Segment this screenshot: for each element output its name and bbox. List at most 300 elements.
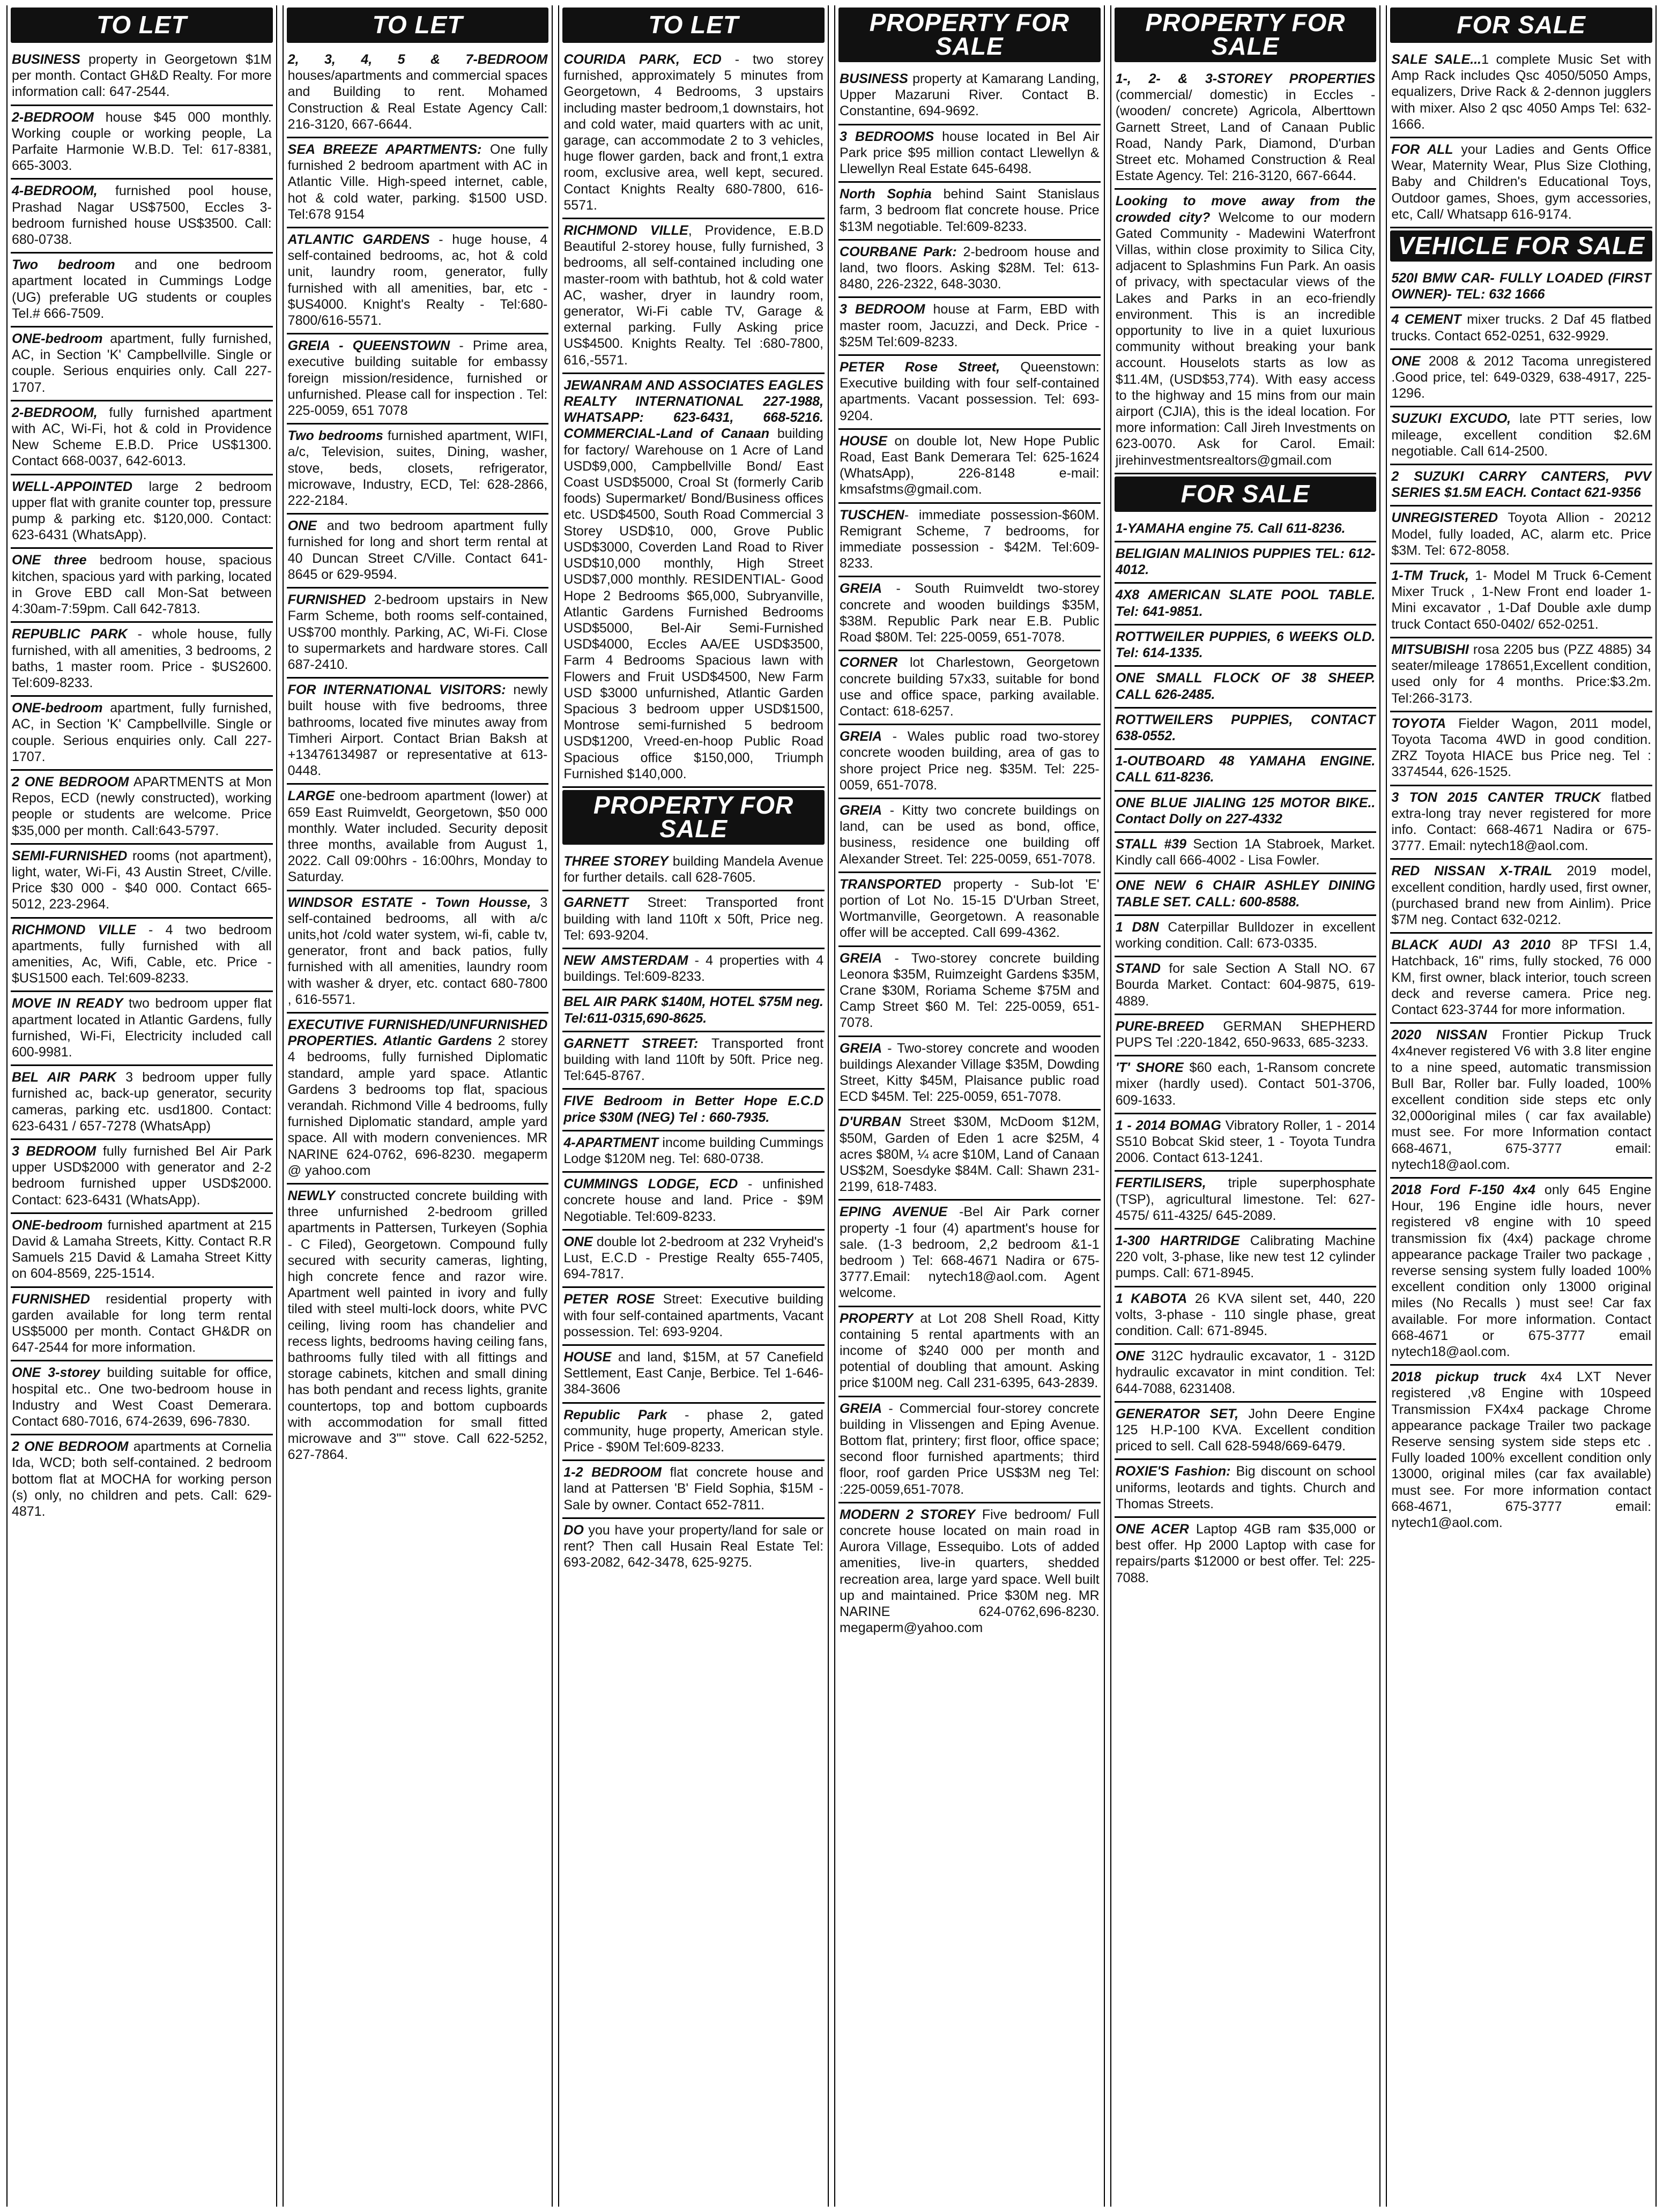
section-header: PROPERTY FOR SALE bbox=[562, 790, 825, 845]
classified-ad bbox=[1115, 625, 1377, 667]
column-1 bbox=[6, 5, 277, 2207]
ad-lead: TUSCHEN bbox=[840, 507, 904, 523]
classified-ad bbox=[287, 891, 549, 1014]
ad-lead: 2 SUZUKI CARRY CANTERS, PVV SERIES $1.5M EACH. Contact 621-9356 bbox=[1391, 469, 1652, 501]
classified-ad bbox=[1115, 957, 1377, 1015]
classified-ad bbox=[11, 549, 273, 623]
classified-ad bbox=[838, 298, 1101, 356]
classified-ad bbox=[1115, 584, 1377, 625]
classified-ad bbox=[562, 850, 825, 891]
ad-lead: Two bedroom bbox=[12, 257, 115, 273]
ad-lead: Looking to move away from the crowded city? bbox=[1115, 193, 1376, 225]
classified-ad bbox=[1390, 860, 1652, 934]
classified-ad bbox=[1390, 350, 1652, 408]
ad-text: $60 each, 1-Ransom concrete mixer (hardly used). Contact 501-3706, 609-1633. bbox=[1115, 1060, 1376, 1108]
ad-lead: 2-BEDROOM, bbox=[12, 405, 98, 420]
classified-ad bbox=[838, 430, 1101, 504]
classified-ad bbox=[287, 785, 549, 891]
ad-lead: GREIA bbox=[840, 950, 882, 966]
column-4 bbox=[834, 5, 1105, 2207]
ad-text: , Providence, E.B.D Beautiful 2-storey house, fully furnished, 3 bedrooms, all self-contained including one master-room with bathtub, hot & cold water AC, washer, dryer in laundry room, generator, Wi-Fi cable TV, Garage & external parking. Fully Asking price US$4500. Knights Realty. Tel :680-7800, 616,-5571. bbox=[563, 223, 824, 368]
classified-ad bbox=[562, 1090, 825, 1131]
ad-text: GERMAN SHEPHERD PUPS Tel :220-1842, 650-9633, 685-3233. bbox=[1115, 1018, 1376, 1050]
ad-text: Five bedroom/ Full concrete house located on main road in Aurora Village, Essequibo. Lots of added amenities, live-in quarters, shedded recreation area, large yard space. Well built up and maintained. Price $30M neg. MR NARINE 624-0762,696-8230. megaperm@yahoo.com bbox=[840, 1507, 1100, 1636]
ad-lead: North Sophia bbox=[840, 187, 932, 202]
ad-lead: ONE three bbox=[12, 553, 87, 568]
ad-text: house located in Bel Air Park price $95 million contact Llewellyn & Llewellyn Real Estate 645-6498. bbox=[840, 129, 1100, 177]
ad-text: house $45 000 monthly. Working couple or working people, La Parfaite Harmonie W.B.D. Tel: 617-8381, 665-3003. bbox=[12, 109, 272, 174]
ad-lead: BELIGIAN MALINIOS PUPPIES TEL: 612-4012. bbox=[1115, 546, 1376, 578]
ad-lead: 4-BEDROOM, bbox=[12, 183, 98, 199]
classified-ad bbox=[11, 771, 273, 845]
ad-lead: 2018 Ford F-150 4x4 bbox=[1391, 1182, 1536, 1197]
ad-lead: EXECUTIVE FURNISHED/UNFURNISHED PROPERTIES. Atlantic Gardens bbox=[287, 1017, 548, 1049]
ad-text: 1 complete Music Set with Amp Rack includes Qsc 4050/5050 Amps, equalizers, Drive Rack & 2-dennon jugglers with mixer. Also 2 qsc 4050 Amps Tel: 632-1666. bbox=[1391, 52, 1652, 132]
ad-lead: 2018 pickup truck bbox=[1391, 1369, 1526, 1385]
ad-lead: BUSINESS bbox=[12, 52, 80, 67]
classified-ad bbox=[1390, 48, 1652, 138]
ad-lead: WELL-APPOINTED bbox=[12, 479, 132, 494]
classified-ad bbox=[11, 401, 273, 475]
ad-lead: ONE ACER bbox=[1115, 1522, 1189, 1537]
ad-lead: 1-300 HARTRIDGE bbox=[1115, 1233, 1240, 1248]
ad-text: property in Georgetown $1M per month. Contact GH&D Realty. For more information call: 647-2544. bbox=[12, 52, 272, 100]
ad-text: 2019 model, excellent condition, hardly used, first owner, (purchased brand new from Ainlim). Price $7M neg. Contact 632-0212. bbox=[1391, 863, 1652, 927]
ad-text: (commercial/ domestic) in Eccles - (wooden/ concrete) Agricola, Alberttown Garnett Street, Land of Canaan Public Road, Nandy Park, Diamond, D'urban Street etc. Mohamed Construction & Real Estate Agency. Tel: 216-3120, 667-6644. bbox=[1115, 87, 1376, 184]
ad-lead: 4 CEMENT bbox=[1391, 312, 1461, 327]
section-header: FOR SALE bbox=[1390, 8, 1652, 43]
section-header: PROPERTY FOR SALE bbox=[838, 8, 1101, 62]
classified-ad bbox=[1115, 1345, 1377, 1403]
ad-lead: ONE bbox=[287, 518, 317, 534]
ad-text: - phase 2, gated community, huge property, American style. Price - $90M Tel:609-8233. bbox=[563, 1407, 824, 1455]
ad-text: triple superphosphate (TSP), agricultural limestone. Tel: 627-4575/ 611-4325/ 645-2089. bbox=[1115, 1175, 1376, 1223]
ad-lead: GARNETT bbox=[563, 895, 629, 911]
classified-ad bbox=[1390, 564, 1652, 638]
ad-text: Big discount on school uniforms, leotards and tights. Church and Thomas Streets. bbox=[1115, 1464, 1376, 1511]
classified-ad bbox=[562, 374, 825, 788]
ad-text: on double lot, New Hope Public Road, East Bank Demerara Tel: 625-1624 (WhatsApp), 226-8148 e-mail: kmsafstms@gmail.com. bbox=[840, 433, 1100, 497]
ad-text: and two bedroom apartment fully furnished for long and short term rental at 40 Duncan Street C/Ville. Contact 641-8645 or 629-9594. bbox=[287, 518, 548, 582]
classified-ad bbox=[1390, 507, 1652, 564]
ad-lead: SUZUKI EXCUDO, bbox=[1391, 411, 1511, 427]
ad-text: Toyota Allion - 20212 Model, fully loaded, AC, alarm etc. Price $3M. Tel: 672-8058. bbox=[1391, 510, 1652, 558]
ad-text: 2-bedroom house and land, two floors. Asking $28M. Tel: 613-8480, 226-2322, 648-3030. bbox=[840, 244, 1100, 292]
ad-lead: 1 D8N bbox=[1115, 919, 1159, 935]
ad-lead: FURNISHED bbox=[12, 1291, 90, 1307]
ad-lead: 1-, 2- & 3-STOREY PROPERTIES bbox=[1115, 71, 1376, 86]
classified-ad bbox=[562, 1288, 825, 1346]
ad-lead: GREIA - QUEENSTOWN bbox=[287, 338, 450, 354]
classified-ad bbox=[1115, 1056, 1377, 1114]
section-header: PROPERTY FOR SALE bbox=[1115, 8, 1377, 62]
ad-text: house at Farm, EBD with master room, Jacuzzi, and Deck. Price - $25M Tel:609-8233. bbox=[840, 302, 1100, 349]
ad-lead: 1 KABOTA bbox=[1115, 1291, 1187, 1306]
classified-ad bbox=[838, 125, 1101, 183]
ad-lead: LARGE bbox=[287, 788, 335, 804]
ad-lead: ONE bbox=[1115, 1349, 1145, 1364]
ad-text: apartments at Cornelia Ida, WCD; both self-contained. 2 bedroom bottom flat at MOCHA for working person (s) only, no children and pets. Call: 629-4871. bbox=[12, 1439, 272, 1520]
ad-text: at Lot 208 Shell Road, Kitty containing 5 rental apartments with an income of $240 000 per month and potential of doubling that amount. Asking price $100M neg. Call 231-6395, 643-2839. bbox=[840, 1310, 1100, 1391]
classified-ad bbox=[838, 873, 1101, 947]
classified-ad bbox=[562, 1346, 825, 1404]
ad-lead: REPUBLIC PARK bbox=[12, 627, 128, 642]
ad-lead: ONE bbox=[1391, 353, 1421, 369]
ad-lead: PETER Rose Street, bbox=[840, 360, 1000, 375]
ad-text: Street $30M, McDoom $12M, $50M, Garden of Eden 1 acre $25M, 4 acres $80M, ¼ acre $10M, Land of Canaan US$2M, Soesdyke $84M. Call: Shawn 231-2199, 618-7483. bbox=[840, 1114, 1100, 1195]
ad-lead: GREIA bbox=[840, 729, 882, 744]
classified-ad bbox=[1115, 1172, 1377, 1230]
ad-lead: ONE 3-storey bbox=[12, 1365, 100, 1381]
ad-text: 8P TFSI 1.4, Hatchback, 16" rims, fully stocked, 76 000 KM, first owner, black interior, touch screen deck and reverse camera. Price neg. Contact 623-3744 for more information. bbox=[1391, 937, 1652, 1017]
ad-lead: GENERATOR SET, bbox=[1115, 1406, 1239, 1421]
classified-ad bbox=[838, 504, 1101, 578]
classified-ad bbox=[838, 1037, 1101, 1111]
ad-lead: BEL AIR PARK bbox=[12, 1070, 116, 1085]
ad-text: Transported front building with land 110ft by 50ft. Price neg. Tel:645-8767. bbox=[563, 1036, 824, 1084]
ad-text: 312C hydraulic excavator, 1 - 312D hydraulic excavator in mint condition. Tel: 644-7088, 6231408. bbox=[1115, 1349, 1376, 1396]
classified-ad bbox=[562, 219, 825, 374]
classified-ad bbox=[1115, 916, 1377, 957]
ad-lead: TRANSPORTED bbox=[840, 876, 941, 892]
ad-text: your Ladies and Gents Office Wear, Maternity Wear, Plus Size Clothing, Baby and Children's Educational Toys, Outdoor games, Shoes, gym accessories, etc, Call/ Whatsapp 616-9174. bbox=[1391, 142, 1652, 222]
ad-lead: BEL AIR PARK $140M, HOTEL $75M neg. Tel:611-0315,690-8625. bbox=[563, 994, 824, 1026]
ad-text: Welcome to our modern Gated Community - Madewini Waterfront Villas, within close proximity to Silica City, adjacent to Splashmins Fun Park. An oasis of privacy, with spectacular views of the Lakes and Parks in an eco-friendly environment. This is an incredible opportunity to live in a quiet luxurious community without breaking your bank account. Houselots starts as low as $11.4M, (USD$53,774). With easy access to the highway and 15 mins from our main airport (CJIA), this is the ideal location. For more information: Call Jireh Investments on 623-0070. Ask for Carol. Email: jirehinvestmentsrealtors@gmail.com bbox=[1115, 210, 1376, 468]
classified-ad bbox=[838, 68, 1101, 125]
classified-ad bbox=[1115, 1015, 1377, 1056]
classified-ad bbox=[1390, 638, 1652, 712]
ad-lead: NEW AMSTERDAM bbox=[563, 952, 688, 968]
classified-ad bbox=[562, 949, 825, 990]
classified-ad bbox=[287, 515, 549, 589]
ad-text: 4x4 LXT Never registered ,v8 Engine with 10speed Transmission FX4x4 package Chrome appearance package Trailer two package Reserve sensing system side steps etc . Fully loaded 100% excellent condition only 13000, original miles (car fax available) must see. For more information contact 668-4671, 675-3777 email: nytech1@aol.com. bbox=[1391, 1369, 1652, 1531]
ad-text: 3 bedroom upper fully furnished ac, back-up generator, security cameras, parking etc. usd1800. Contact: 623-6431 / 657-7278 (WhatsApp) bbox=[12, 1070, 272, 1134]
ad-lead: RICHMOND VILLE bbox=[12, 922, 136, 937]
ad-text: rooms (not apartment), light, water, Wi-Fi, 43 Austin Street, C/ville. Price $30 000 - $40 000. Contact 665-5012, 223-2964. bbox=[12, 848, 272, 912]
ad-lead: SEA BREEZE APARTMENTS: bbox=[287, 142, 482, 158]
ad-text: Vibratory Roller, 1 - 2014 S510 Bobcat Skid steer, 1 - Toyota Tundra 2006. Contact 613-1241. bbox=[1115, 1118, 1376, 1166]
classified-ad bbox=[838, 799, 1101, 873]
classified-ad bbox=[11, 475, 273, 549]
ad-lead: RED NISSAN X-TRAIL bbox=[1391, 863, 1553, 879]
ad-text: and land, $15M, at 57 Canefield Settlement, East Canje, Berbice. Tel 1-646-384-3606 bbox=[563, 1350, 824, 1397]
classified-ad bbox=[287, 1014, 549, 1185]
ad-text: rosa 2205 bus (PZZ 4885) 34 seater/mileage 178651,Excellent condition, used only for 4 months. Price:$3.2m. Tel:266-3173. bbox=[1391, 642, 1652, 706]
ad-text: building Mandela Avenue for further details. call 628-7605. bbox=[563, 853, 824, 885]
classified-ad bbox=[1390, 407, 1652, 465]
ad-text: property - Sub-lot 'E' portion of Lot No. 15-15 D'Urban Street, Wortmanville, Georgetown. A reasonable offer will be accepted. Call 699-4362. bbox=[840, 876, 1100, 941]
ad-lead: COURIDA PARK, ECD bbox=[563, 52, 722, 67]
classified-ad bbox=[1390, 712, 1652, 786]
ad-lead: BLACK AUDI A3 2010 bbox=[1391, 937, 1551, 953]
ad-text: lot Charlestown, Georgetown concrete building 57x33, suitable for bond use and office space, parking available. Contact: 618-6257. bbox=[840, 655, 1100, 719]
ad-text: bedroom house, spacious kitchen, spacious yard with parking, located in Grove EBD call Mon-Sat between 4:30am-7:59pm. Call 642-7813. bbox=[12, 553, 272, 617]
ad-lead: 4-APARTMENT bbox=[563, 1135, 659, 1150]
classified-ad bbox=[838, 183, 1101, 241]
ad-text: Section 1A Stabroek, Market. Kindly call 666-4002 - Lisa Fowler. bbox=[1115, 836, 1376, 868]
column-5 bbox=[1110, 5, 1381, 2207]
classified-ad bbox=[287, 424, 549, 515]
classified-ad bbox=[1115, 750, 1377, 791]
classified-ad bbox=[1115, 833, 1377, 874]
ad-text: 1- Model M Truck 6-Cement Mixer Truck , 1-New Front end loader 1-Mini excavator , 1-Daf Double axle dump truck Contact 650-0402/ 652-0251. bbox=[1391, 568, 1652, 632]
ad-text: - huge house, 4 self-contained bedrooms, ac, hot & cold unit, laundry room, generator, fully furnished with all amenities, bar, etc - $US4000. Knight's Realty - Tel:680-7800/616-5571. bbox=[287, 232, 548, 329]
ad-lead: ONE-bedroom bbox=[12, 331, 103, 347]
classified-ad bbox=[1115, 1518, 1377, 1590]
classified-ad bbox=[11, 623, 273, 697]
ad-text: mixer trucks. 2 Daf 45 flatbed trucks. Contact 652-0251, 632-9929. bbox=[1391, 312, 1652, 344]
ad-lead: GREIA bbox=[840, 1040, 882, 1056]
ad-text: property at Kamarang Landing, Upper Mazaruni River. Contact B. Constantine, 694-9692. bbox=[840, 71, 1100, 119]
ad-text: - 4 two bedroom apartments, fully furnished with all amenities, Ac, Wifi, Cable, etc. Price - $US1500 each. Tel:609-8233. bbox=[12, 922, 272, 986]
ad-text: and one bedroom apartment located in Cummings Lodge (UG) preferable UG students or couples Tel.# 666-7509. bbox=[12, 257, 272, 321]
ad-lead: ONE bbox=[563, 1234, 593, 1249]
ad-lead: RICHMOND VILLE bbox=[563, 223, 688, 239]
ad-lead: 1-2 BEDROOM bbox=[563, 1465, 662, 1480]
classified-ad bbox=[11, 254, 273, 327]
ad-text: - Kitty two concrete buildings on land, can be used as bond, office, business, residence one building off Alexander Street. Tel: 225-0059, 651-7078. bbox=[840, 802, 1100, 867]
ad-lead: 520I BMW CAR- FULLY LOADED (FIRST OWNER)- TEL: 632 1666 bbox=[1391, 271, 1652, 302]
classified-ad bbox=[838, 1111, 1101, 1201]
ad-lead: STALL #39 bbox=[1115, 836, 1186, 852]
ad-text: constructed concrete building with three unfurnished 2-bedroom grilled apartments in Pattersen, Turkeyen (Sophia - C Filed), Georgetown. Compound fully secured with security cameras, lighting, high concrete fence and razor wire. Apartment well painted in ivory and fully tiled with steel multi-lock doors, white PVC ceiling, living room has chandelier and recess lights, bedrooms having ceiling fans, bathrooms fully tiled with all fittings and storage cabinets, kitchen and small dining has both pendant and recess lights, granite countertops, top and bottom cupboards with accommodation for small fitted microwave and 3"" stove. Call 622-5252, 627-7864. bbox=[287, 1188, 548, 1463]
ad-lead: 2 ONE BEDROOM bbox=[12, 774, 129, 790]
ad-lead: 3 TON 2015 CANTER TRUCK bbox=[1391, 790, 1601, 805]
ad-lead: DO bbox=[563, 1522, 584, 1538]
ad-lead: 1-TM Truck, bbox=[1391, 568, 1469, 584]
ad-text: - Two-storey concrete and wooden buildings Alexander Village $35M, Dowding Street, Kitty $45M, Plaisance public road ECD $45M. Tel: 225-0059, 651-7078. bbox=[840, 1040, 1100, 1105]
classified-ad bbox=[1390, 934, 1652, 1024]
ad-text: Street: Transported front building with land 110ft x 50ft, Price neg. Tel: 693-9204. bbox=[563, 895, 824, 943]
ad-lead: GREIA bbox=[840, 802, 882, 818]
ad-text: John Deere Engine 125 H.P-100 KVA. Excellent condition priced to sell. Call 628-5948/669-6479. bbox=[1115, 1406, 1376, 1454]
ad-lead: Republic Park bbox=[563, 1407, 667, 1422]
classified-ad bbox=[11, 1066, 273, 1140]
classified-ad bbox=[1390, 267, 1652, 308]
ad-text: apartment, fully furnished, AC, in Section 'K' Campbellville. Single or couple. Serious enquiries only. Call 227-1707. bbox=[12, 701, 272, 764]
classified-ad bbox=[838, 651, 1101, 725]
ad-lead: FOR INTERNATIONAL VISITORS: bbox=[287, 682, 506, 698]
ad-lead: ONE BLUE JIALING 125 MOTOR BIKE.. Contact Dolly on 227-4332 bbox=[1115, 795, 1376, 826]
classified-ad bbox=[287, 1185, 549, 1467]
ad-text: 2-bedroom upstairs in New Farm Scheme, both rooms self-contained, US$700 monthly. Parking, AC, Wi-Fi. Close to supermarkets and hardware stores. Call 687-2410. bbox=[287, 592, 548, 672]
classified-ad bbox=[11, 48, 273, 106]
classified-ad bbox=[287, 228, 549, 334]
ad-text: for sale Section A Stall NO. 67 Bourda Market. Contact: 604-9875, 619-4889. bbox=[1115, 961, 1376, 1009]
ad-text: Calibrating Machine 220 volt, 3-phase, like new test 12 cylinder pumps. Call: 671-8945. bbox=[1115, 1233, 1376, 1281]
classified-ad bbox=[838, 1307, 1101, 1397]
ad-text: newly built house with five bedrooms, three bathrooms, located five minutes away from Timheri Airport. Contact Brian Baksh at +13476134987 or representative at 613-0448. bbox=[287, 682, 548, 779]
ad-text: behind Saint Stanislaus farm, 3 bedroom flat concrete house. Price $13M negotiable. Tel:609-8233. bbox=[840, 187, 1100, 234]
ad-lead: ROTTWEILERS PUPPIES, CONTACT 638-0552. bbox=[1115, 712, 1376, 743]
classified-ad bbox=[562, 891, 825, 949]
classified-ad bbox=[562, 48, 825, 219]
classified-ad bbox=[1390, 786, 1652, 860]
ad-text: residential property with garden available for long term rental US$5000 per month. Contact GH&DR on 647-2544 for more information. bbox=[12, 1291, 272, 1355]
ad-lead: 3 BEDROOM bbox=[12, 1143, 96, 1159]
classified-ad bbox=[838, 725, 1101, 799]
ad-text: - immediate possession-$60M. Remigrant Scheme, 7 bedrooms, for immediate possession - $42M. Tel:609-8233. bbox=[840, 507, 1100, 571]
ad-text: building for factory/ Warehouse on 1 Acre of Land USD$9,000, Campbellville Bond/ East Coast USD$5000, Croal St (formerly Carib foods) Supermarket/ Bond/Business offices etc. USD$4500, South Road Commercial 3 Storey USD$10, 000, Grove Public USD$3000, Coverden Land Road to River USD$10,000 monthly, High Street USD$7,000 monthly. RESIDENTIAL- Good Hope 2 Bedrooms $65,000, Subryanville, Atlantic Gardens Furnished Bedrooms USD$5000, Bel-Air Semi-Furnished USD$4000, Eccles AA/EE USD$3500, Farm 4 Bedrooms Spacious lawn with Flowers and Fruit USD$4500, New Farm USD $3000 unfurnished, Atlantic Garden Spacious 3 bedroom upper USD$1500, Montrose semi-furnished 5 bedroom USD$1200, Vreed-en-hoop Public Road Spacious office $150,000, Triumph Furnished $140,000. bbox=[563, 426, 824, 781]
ad-lead: ONE-bedroom bbox=[12, 1217, 103, 1233]
ad-lead: BUSINESS bbox=[840, 71, 908, 86]
ad-text: - 4 properties with 4 buildings. Tel:609-8233. bbox=[563, 952, 824, 985]
classified-ad bbox=[838, 1397, 1101, 1503]
column-6 bbox=[1386, 5, 1657, 2207]
classified-ad bbox=[287, 48, 549, 138]
classified-ad bbox=[11, 1288, 273, 1362]
classified-ad bbox=[11, 919, 273, 993]
ad-lead: 3 BEDROOM bbox=[840, 302, 925, 317]
ad-text: - Wales public road two-storey concrete wooden building, area of gas to shore project Price neg. $35M. Tel: 225-0059, 651-7078. bbox=[840, 729, 1100, 793]
section-header: TO LET bbox=[562, 8, 825, 43]
ad-lead: SALE SALE... bbox=[1391, 52, 1482, 67]
ad-text: flatbed extra-long tray never registered for more info. Contact: 668-4671 Nadira or 675-3777. Email: nytech18@aol.com. bbox=[1391, 790, 1652, 854]
classified-ad bbox=[562, 990, 825, 1032]
classified-ad bbox=[1115, 1287, 1377, 1345]
ad-text: furnished apartment at 215 David & Lamaha Streets, Kitty. Contact R.R Samuels 215 David & Lamaha Street Kitty on 604-8569, 225-1514. bbox=[12, 1217, 272, 1282]
ad-lead: D'URBAN bbox=[840, 1114, 901, 1130]
ad-text: late PTT series, low mileage, excellent condition $2.6M negotiable. Call 614-2500. bbox=[1391, 411, 1652, 459]
ad-lead: JEWANRAM AND ASSOCIATES EAGLES REALTY INTERNATIONAL 227-1988, WHATSAPP: 623-6431, 668-5216. COMMERCIAL-Land of Canaan bbox=[563, 377, 824, 442]
ad-lead: PROPERTY bbox=[840, 1310, 914, 1326]
ad-text: 2008 & 2012 Tacoma unregistered .Good price, tel: 649-0329, 638-4917, 225-1296. bbox=[1391, 353, 1652, 401]
ad-lead: FURNISHED bbox=[287, 592, 366, 608]
section-header: VEHICLE FOR SALE bbox=[1390, 230, 1652, 262]
classified-ad bbox=[11, 327, 273, 401]
classified-ad bbox=[1115, 792, 1377, 833]
classified-ad bbox=[287, 138, 549, 228]
ad-lead: WINDSOR ESTATE - Town Housse, bbox=[287, 895, 531, 910]
ad-text: double lot 2-bedroom at 232 Vryheid's Lust, E.C.D - Prestige Realty 655-7405, 694-7817. bbox=[563, 1234, 824, 1282]
classified-ad bbox=[1390, 1024, 1652, 1179]
ad-text: one-bedroom apartment (lower) at 659 East Ruimveldt, Georgetown, $50 000 monthly. Water included. Security deposit three months, available from August 1, 2022. Call 09:00hrs - 16:00hrs, Monday to Saturday. bbox=[287, 788, 548, 885]
ad-lead: 1 - 2014 BOMAG bbox=[1115, 1118, 1221, 1133]
ad-lead: 1-OUTBOARD 48 YAMAHA ENGINE. CALL 611-8236. bbox=[1115, 754, 1376, 785]
classified-ad bbox=[1115, 542, 1377, 584]
classified-ad bbox=[11, 1361, 273, 1435]
classified-ad bbox=[11, 845, 273, 919]
classified-ad bbox=[562, 1519, 825, 1575]
ad-text: - South Ruimveldt two-storey concrete and wooden buildings $35M, $38M. Republic Park near E.B. Public Road $80M. Tel: 225-0059, 651-7078. bbox=[840, 581, 1100, 645]
ad-text: - Commercial four-storey concrete building in Vlissengen and Eping Avenue. Bottom flat, printery; first floor, office space; second floor furnished apartments; third floor, roof garden Price US$3M neg Tel: :225-0059,651-7078. bbox=[840, 1401, 1100, 1497]
ad-text: flat concrete house and land at Pattersen 'B' Field Sophia, $15M - Sale by owner. Contact 652-7811. bbox=[563, 1465, 824, 1513]
ad-lead: 'T' SHORE bbox=[1115, 1060, 1184, 1076]
ad-lead: PURE-BREED bbox=[1115, 1018, 1204, 1034]
classified-ad bbox=[1115, 1460, 1377, 1518]
classified-ad bbox=[838, 947, 1101, 1037]
classified-ad bbox=[562, 1131, 825, 1173]
ad-lead: CUMMINGS LODGE, ECD bbox=[563, 1176, 738, 1192]
ad-lead: ONE NEW 6 CHAIR ASHLEY DINING TABLE SET. CALL: 600-8588. bbox=[1115, 878, 1376, 910]
ad-text: 3 self-contained bedrooms, all with a/c units,hot /cold water system, wi-fi, cable tv, generator, front and back patios, fully furnished with all amenities, laundry room with washer & dryer, etc. contact 680-7800 , 616-5571. bbox=[287, 895, 548, 1007]
classified-ad bbox=[1115, 190, 1377, 474]
ad-text: large 2 bedroom upper flat with granite counter top, pressure pump & parking etc. $120,000. Contact: 623-6431 (WhatsApp). bbox=[12, 479, 272, 543]
ad-text: - whole house, fully furnished, with all amenities, 3 bedrooms, 2 baths, 1 master room. Price - $US2600. Tel:609-8233. bbox=[12, 627, 272, 690]
ad-text: 2 storey 4 bedrooms, fully furnished Diplomatic standard, ample yard space. Atlantic Gardens 3 bedrooms top flat, spacious verandah. Richmond Ville 4 bedrooms, fully furnished Diplomatic standard, ample yard space. All with modern conveniences. MR NARINE 624-0762, 696-8230. megaperm @ yahoo.com bbox=[287, 1033, 548, 1178]
section-header: TO LET bbox=[11, 8, 273, 43]
ad-text: - two storey furnished, approximately 5 minutes from Georgetown, 4 Bedrooms, 3 upstairs including master bedroom,1 downstairs, hot and cold water, maid quarters with ac unit, garage, can accommodate 2 to 3 vehicles, huge flower garden, back and front,1 extra room, exclusive area, well kept, secured. Contact Knights Realty 680-7800, 616-5571. bbox=[563, 52, 824, 213]
ad-text: houses/apartments and commercial spaces and Building to rent. Mohamed Construction & Real Estate Agency Call: 216-3120, 667-6644. bbox=[287, 68, 548, 132]
ad-lead: 2, 3, 4, 5 & 7-BEDROOM bbox=[287, 52, 548, 67]
ad-lead: HOUSE bbox=[563, 1350, 612, 1365]
ad-lead: THREE STOREY bbox=[563, 853, 669, 869]
ad-lead: ONE SMALL FLOCK OF 38 SHEEP. CALL 626-2485. bbox=[1115, 671, 1376, 702]
ad-text: fully furnished apartment with AC, Wi-Fi, hot & cold in Providence New Scheme E.B.D. Price US$1300. Contact 668-0037, 642-6013. bbox=[12, 405, 272, 469]
ad-text: furnished pool house, Prashad Nagar US$7500, Eccles 3-bedroom furnished house US$3500. Call: 680-0738. bbox=[12, 183, 272, 248]
ad-text: income building Cummings Lodge $120M neg. Tel: 680-0738. bbox=[563, 1135, 824, 1166]
classified-ad bbox=[1115, 1403, 1377, 1461]
ad-text: two bedroom upper flat apartment located in Atlantic Gardens, fully furnished, Wi-Fi, Electricity included call 600-9981. bbox=[12, 996, 272, 1060]
ad-lead: 2 ONE BEDROOM bbox=[12, 1439, 129, 1455]
classified-ad bbox=[838, 1201, 1101, 1307]
ad-lead: SEMI-FURNISHED bbox=[12, 848, 128, 863]
ad-lead: TOYOTA bbox=[1391, 716, 1446, 731]
classified-ad bbox=[838, 241, 1101, 299]
ad-lead: GREIA bbox=[840, 1401, 882, 1416]
ad-text: -Bel Air Park corner property -1 four (4) apartment's house for sale. (1-3 bedroom, 2,2 bedroom &1-1 bedroom ) Tel: 668-4671 Nadira or 675-3777.Email: nytech18@aol.com. Agent welcome. bbox=[840, 1204, 1100, 1301]
classified-ad bbox=[1115, 1114, 1377, 1172]
classified-ad bbox=[838, 577, 1101, 651]
ad-text: fully furnished Bel Air Park upper USD$2000 with generator and 2-2 bedroom furnished upper USD$2000. Contact: 623-6431 (WhatsApp). bbox=[12, 1143, 272, 1208]
classified-ad bbox=[1115, 874, 1377, 915]
classified-ad bbox=[1390, 465, 1652, 507]
classified-ad bbox=[838, 356, 1101, 430]
classified-ad bbox=[11, 180, 273, 254]
classified-ad bbox=[11, 697, 273, 771]
ad-lead: FOR ALL bbox=[1391, 142, 1453, 158]
ad-text: Laptop 4GB ram $35,000 or best offer. Hp 2000 Laptop with case for repairs/parts $12000 or best offer. Tel: 225-7088. bbox=[1115, 1522, 1376, 1585]
classified-ad bbox=[562, 1032, 825, 1090]
ad-lead: COURBANE Park: bbox=[840, 244, 957, 259]
ad-lead: 2020 NISSAN bbox=[1391, 1027, 1487, 1043]
classified-ad bbox=[562, 1173, 825, 1231]
classified-ad bbox=[838, 1503, 1101, 1641]
classified-ad bbox=[287, 679, 549, 785]
ad-lead: FIVE Bedroom in Better Hope E.C.D price $30M (NEG) Tel : 660-7935. bbox=[563, 1093, 824, 1125]
ad-lead: 1-YAMAHA engine 75. Call 611-8236. bbox=[1115, 520, 1346, 536]
classified-ad bbox=[287, 334, 549, 424]
ad-lead: STAND bbox=[1115, 961, 1161, 977]
ad-text: Caterpillar Bulldozer in excellent working condition. Call: 673-0335. bbox=[1115, 919, 1376, 951]
classified-ad bbox=[1390, 138, 1652, 228]
ad-lead: ATLANTIC GARDENS bbox=[287, 232, 430, 248]
classified-ad bbox=[11, 1214, 273, 1288]
ad-text: building suitable for office, hospital etc.. One two-bedroom house in Industry and West Coast Demerara. Contact 680-7016, 674-2639, 696-7830. bbox=[12, 1365, 272, 1429]
classified-ad bbox=[562, 1231, 825, 1289]
ad-lead: 3 BEDROOMS bbox=[840, 129, 934, 144]
ad-lead: NEWLY bbox=[287, 1188, 336, 1203]
classified-ad bbox=[1115, 709, 1377, 750]
classified-ad bbox=[11, 992, 273, 1066]
ad-lead: UNREGISTERED bbox=[1391, 510, 1498, 526]
ad-lead: Two bedrooms bbox=[287, 428, 383, 444]
classified-ad bbox=[1115, 517, 1377, 542]
ad-lead: FERTILISERS, bbox=[1115, 1175, 1206, 1191]
ad-lead: GREIA bbox=[840, 581, 882, 597]
ad-text: Queenstown: Executive building with four self-contained apartments. Vacant possession. Tel: 693-9204. bbox=[840, 360, 1100, 423]
classified-ad bbox=[11, 1435, 273, 1524]
ad-lead: MOVE IN READY bbox=[12, 996, 123, 1011]
ad-lead: 4X8 AMERICAN SLATE POOL TABLE. Tel: 641-9851. bbox=[1115, 587, 1376, 619]
classified-ad bbox=[1390, 308, 1652, 349]
ad-text: - unfinished concrete house and land. Price - $9M Negotiable. Tel:609-8233. bbox=[563, 1176, 824, 1224]
classified-ad bbox=[1390, 1179, 1652, 1366]
ad-lead: ROXIE'S Fashion: bbox=[1115, 1464, 1231, 1479]
classified-ad bbox=[1115, 68, 1377, 190]
ad-text: Fielder Wagon, 2011 model, Toyota Tacoma 4WD in good condition. ZRZ Toyota HIACE bus Price neg. Tel : 3374544, 626-1525. bbox=[1391, 716, 1652, 780]
section-header: TO LET bbox=[287, 8, 549, 43]
